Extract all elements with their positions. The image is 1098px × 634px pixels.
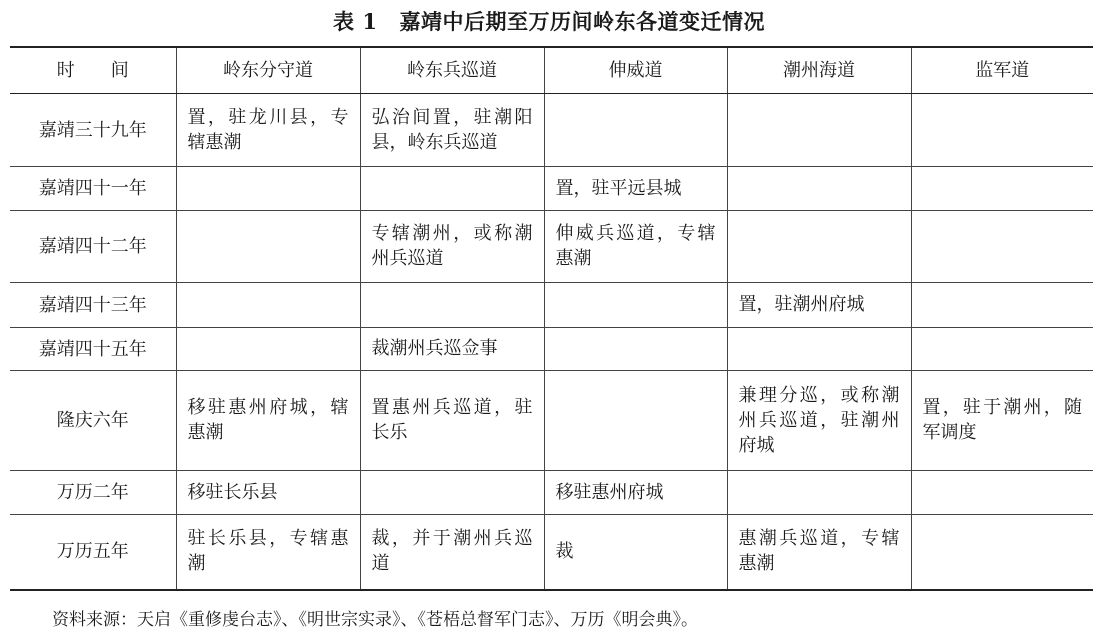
row-time: 嘉靖四十一年 — [10, 167, 176, 211]
table-row — [10, 371, 1093, 471]
table-row — [10, 94, 1093, 167]
header-shenwei: 伸威道 — [544, 47, 727, 94]
row-time: 万历二年 — [10, 471, 176, 515]
table-cell — [911, 515, 1093, 590]
table-row — [10, 515, 1093, 590]
table-row — [10, 167, 1093, 211]
table-cell — [727, 211, 911, 283]
table-title: 嘉靖中后期至万历间岭东各道变迁情况 — [399, 9, 765, 34]
table-cell — [727, 167, 911, 211]
table-cell: 驻长乐县，专辖惠潮 — [176, 515, 360, 590]
table-caption — [0, 6, 1098, 36]
table-cell — [727, 471, 911, 515]
table-cell — [360, 283, 544, 328]
circuits-table — [10, 46, 1093, 591]
table-cell: 移驻长乐县 — [176, 471, 360, 515]
header-time: 时 间 — [10, 47, 176, 94]
table-cell — [911, 471, 1093, 515]
table-cell — [911, 94, 1093, 167]
table-number: 表 1 — [333, 9, 378, 34]
table-cell: 裁，并于潮州兵巡道 — [360, 515, 544, 590]
table-cell — [911, 328, 1093, 371]
table-cell: 裁 — [544, 515, 727, 590]
table-cell: 置，驻平远县城 — [544, 167, 727, 211]
table-cell — [911, 167, 1093, 211]
table-cell — [544, 328, 727, 371]
table-row — [10, 471, 1093, 515]
table-cell: 置，驻于潮州，随军调度 — [911, 371, 1093, 471]
table-cell — [727, 328, 911, 371]
table-cell: 置，驻龙川县，专辖惠潮 — [176, 94, 360, 167]
table-cell: 置惠州兵巡道，驻长乐 — [360, 371, 544, 471]
table-row — [10, 283, 1093, 328]
header-chaozhou-haidao: 潮州海道 — [727, 47, 911, 94]
header-lingdong-bingxun: 岭东兵巡道 — [360, 47, 544, 94]
table-cell: 惠潮兵巡道，专辖惠潮 — [727, 515, 911, 590]
table-cell: 伸威兵巡道，专辖惠潮 — [544, 211, 727, 283]
row-time: 嘉靖四十二年 — [10, 211, 176, 283]
table-cell — [911, 211, 1093, 283]
header-jianjun: 监军道 — [911, 47, 1093, 94]
table-cell — [360, 471, 544, 515]
table-cell — [176, 167, 360, 211]
row-time: 嘉靖四十五年 — [10, 328, 176, 371]
row-time: 嘉靖四十三年 — [10, 283, 176, 328]
table-cell — [544, 371, 727, 471]
table-row — [10, 211, 1093, 283]
table-cell — [176, 283, 360, 328]
row-time: 隆庆六年 — [10, 371, 176, 471]
table-cell: 移驻惠州府城，辖惠潮 — [176, 371, 360, 471]
table-cell: 弘治间置，驻潮阳县，岭东兵巡道 — [360, 94, 544, 167]
table-cell: 移驻惠州府城 — [544, 471, 727, 515]
row-time: 万历五年 — [10, 515, 176, 590]
table-cell — [544, 94, 727, 167]
table-cell — [727, 94, 911, 167]
table-cell: 裁潮州兵巡佥事 — [360, 328, 544, 371]
table-cell — [176, 211, 360, 283]
table-header-row — [10, 47, 1093, 94]
table-cell — [360, 167, 544, 211]
table-cell: 置，驻潮州府城 — [727, 283, 911, 328]
source-note: 资料来源：天启《重修虔台志》、《明世宗实录》、《苍梧总督军门志》、万历《明会典》。 — [52, 610, 698, 630]
table-cell: 兼理分巡，或称潮州兵巡道，驻潮州府城 — [727, 371, 911, 471]
table-cell — [911, 283, 1093, 328]
row-time: 嘉靖三十九年 — [10, 94, 176, 167]
table-cell: 专辖潮州，或称潮州兵巡道 — [360, 211, 544, 283]
header-lingdong-fenshou: 岭东分守道 — [176, 47, 360, 94]
table-cell — [544, 283, 727, 328]
table-cell — [176, 328, 360, 371]
table-row — [10, 328, 1093, 371]
